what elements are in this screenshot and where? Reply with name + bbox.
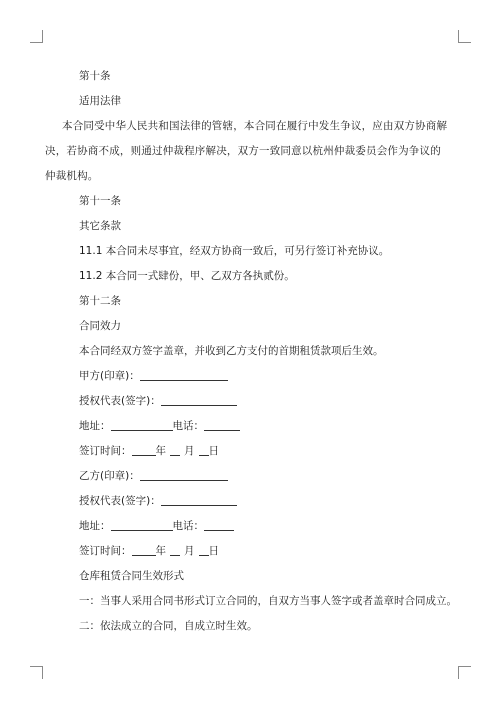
party-b-month-label: 月 (184, 545, 195, 557)
party-a-phone-blank (204, 418, 240, 431)
party-a-contact-line (62, 414, 448, 439)
party-a-day-label: 日 (208, 445, 219, 457)
article-10-heading: 第十条 (79, 70, 111, 82)
party-a-month-label: 月 (184, 445, 195, 457)
party-b-year-blank (132, 543, 156, 556)
article-11-clause-2: 11.2 本合同一式肆份，甲、乙双方各执贰份。 (79, 270, 295, 282)
party-b-contact-line (62, 514, 448, 539)
party-b-month-blank (170, 543, 180, 556)
party-a-date-label: 签订时间： (79, 445, 132, 457)
party-b-rep-label: 授权代表(签字)： (79, 495, 161, 507)
crop-mark-bottom-left (30, 666, 43, 679)
party-a-phone-label: 电话： (172, 420, 204, 432)
party-a-date-line (62, 439, 448, 464)
party-a-year-label: 年 (155, 445, 166, 457)
party-a-address-blank (111, 418, 173, 431)
article-10-subheading: 适用法律 (79, 95, 121, 107)
party-a-rep-blank (161, 393, 237, 406)
appendix-item-2: 二：依法成立的合同，自成立时生效。 (79, 620, 258, 632)
party-a-seal-label: 甲方(印章)： (79, 370, 140, 382)
appendix-item-1: 一：当事人采用合同书形式订立合同的，自双方当事人签字或者盖章时合同成立。 (79, 595, 457, 607)
article-12-body: 本合同经双方签字盖章，并收到乙方支付的首期租赁款项后生效。 (79, 345, 384, 357)
article-12-subheading: 合同效力 (79, 320, 121, 332)
party-a-month-blank (170, 443, 180, 456)
party-b-year-label: 年 (155, 545, 166, 557)
article-11-clause-1: 11.1 本合同未尽事宜，经双方协商一致后，可另行签订补充协议。 (79, 245, 390, 257)
party-b-day-label: 日 (208, 545, 219, 557)
party-b-seal-label: 乙方(印章)： (79, 470, 140, 482)
party-a-day-blank (199, 443, 209, 456)
article-11-subheading: 其它条款 (79, 220, 121, 232)
party-b-date-label: 签订时间： (79, 545, 132, 557)
party-b-rep-line (62, 489, 448, 514)
party-b-day-blank (199, 543, 209, 556)
party-a-rep-line (62, 389, 448, 414)
party-b-rep-blank (161, 493, 237, 506)
document-body (45, 64, 457, 639)
article-11-heading: 第十一条 (79, 195, 121, 207)
party-b-date-line (62, 539, 448, 564)
party-a-year-blank (132, 443, 156, 456)
article-10-body: 本合同受中华人民共和国法律的管辖，本合同在履行中发生争议，应由双方协商解决，若协商不成，则通过仲裁程序解决，双方一致同意以杭州仲裁委员会作为争议的仲裁机构。 (45, 120, 448, 182)
crop-mark-top-left (30, 30, 43, 43)
party-a-seal-line (62, 364, 448, 389)
crop-mark-bottom-right (458, 666, 471, 679)
party-b-phone-blank (204, 518, 234, 531)
appendix-title: 仓库租赁合同生效形式 (79, 570, 184, 582)
party-a-rep-label: 授权代表(签字)： (79, 395, 161, 407)
party-b-phone-label: 电话： (172, 520, 204, 532)
party-b-seal-blank (140, 468, 228, 481)
article-12-heading: 第十二条 (79, 295, 121, 307)
party-a-seal-blank (140, 368, 228, 381)
crop-mark-top-right (458, 30, 471, 43)
party-a-address-label: 地址： (79, 420, 111, 432)
party-b-seal-line (62, 464, 448, 489)
party-b-address-blank (111, 518, 173, 531)
party-b-address-label: 地址： (79, 520, 111, 532)
